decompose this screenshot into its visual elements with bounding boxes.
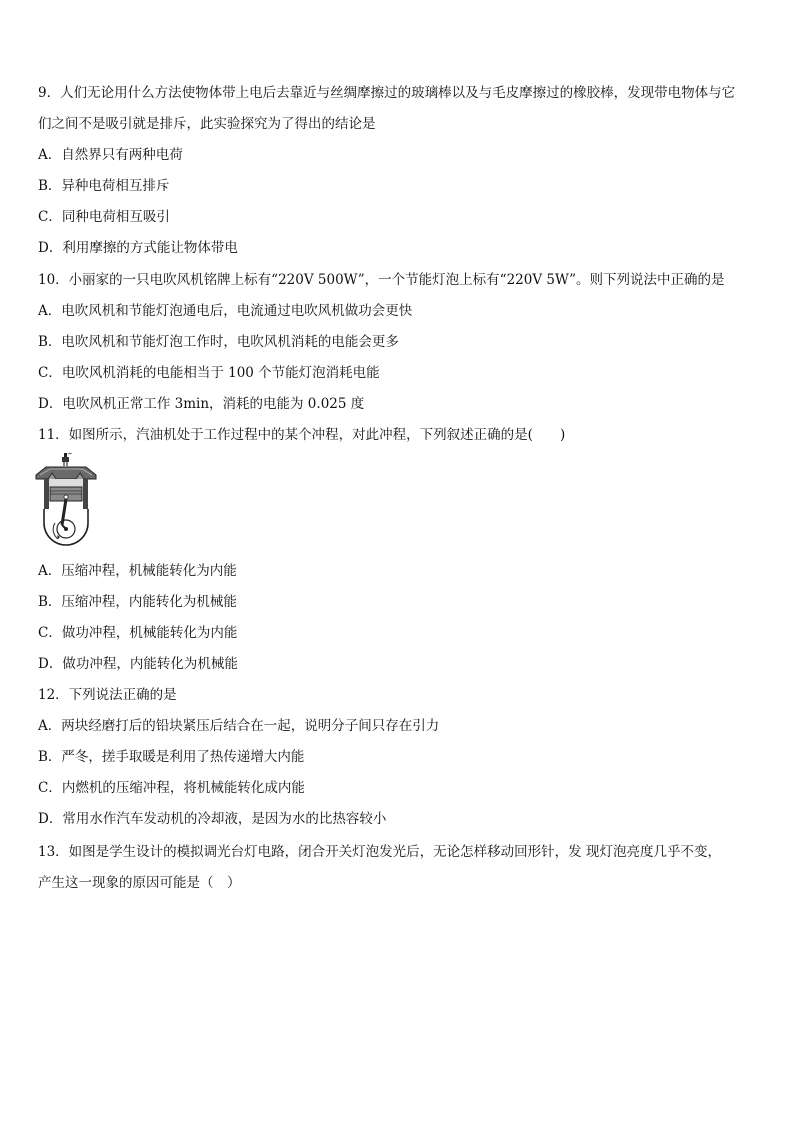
q11-stem: 11．如图所示，汽油机处于工作过程中的某个冲程，对此冲程，下列叙述正确的是( ) — [38, 427, 566, 443]
q10-stem: 10．小丽家的一只电吹风机铭牌上标有“220V 500W”，一个节能灯泡上标有“220V 5W”。则下列说法中正确的是 — [38, 272, 725, 288]
q11-option-b: B．压缩冲程，内能转化为机械能 — [38, 594, 237, 610]
q9-stem-line-2: 们之间不是吸引就是排斥，此实验探究为了得出的结论是 — [38, 116, 376, 132]
engine-cylinder-diagram — [34, 453, 98, 551]
q11-option-d: D．做功冲程，内能转化为机械能 — [38, 656, 238, 672]
q12-option-a: A．两块经磨打后的铅块紧压后结合在一起，说明分子间只存在引力 — [38, 718, 440, 734]
q12-option-b: B．严冬，搓手取暖是利用了热传递增大内能 — [38, 749, 305, 765]
q12-stem: 12．下列说法正确的是 — [38, 687, 177, 703]
q11-option-a: A．压缩冲程，机械能转化为内能 — [38, 563, 237, 579]
q12-option-d: D．常用水作汽车发动机的冷却液，是因为水的比热容较小 — [38, 811, 387, 827]
q10-option-a: A．电吹风机和节能灯泡通电后，电流通过电吹风机做功会更快 — [38, 303, 413, 319]
q10-option-b: B．电吹风机和节能灯泡工作时，电吹风机消耗的电能会更多 — [38, 334, 399, 350]
q9-option-c: C．同种电荷相互吸引 — [38, 209, 170, 225]
q10-option-c: C．电吹风机消耗的电能相当于 100 个节能灯泡消耗电能 — [38, 365, 380, 381]
q9-option-d: D．利用摩擦的方式能让物体带电 — [38, 240, 238, 256]
q11-option-c: C．做功冲程，机械能转化为内能 — [38, 625, 238, 641]
q12-option-c: C．内燃机的压缩冲程，将机械能转化成内能 — [38, 780, 305, 796]
q9-option-a: A．自然界只有两种电荷 — [38, 147, 183, 163]
q13-stem-line-2: 产生这一现象的原因可能是（ ） — [38, 875, 241, 891]
q9-option-b: B．异种电荷相互排斥 — [38, 178, 170, 194]
q10-option-d: D．电吹风机正常工作 3min，消耗的电能为 0.025 度 — [38, 396, 365, 412]
q13-stem-line-1: 13．如图是学生设计的模拟调光台灯电路，闭合开关灯泡发光后，无论怎样移动回形针，发 现灯泡亮度几乎不变， — [38, 844, 721, 860]
q9-stem-line-1: 9．人们无论用什么方法使物体带上电后去靠近与丝绸摩擦过的玻璃棒以及与毛皮摩擦过的橡胶棒，发现带电物体与它 — [38, 85, 736, 101]
